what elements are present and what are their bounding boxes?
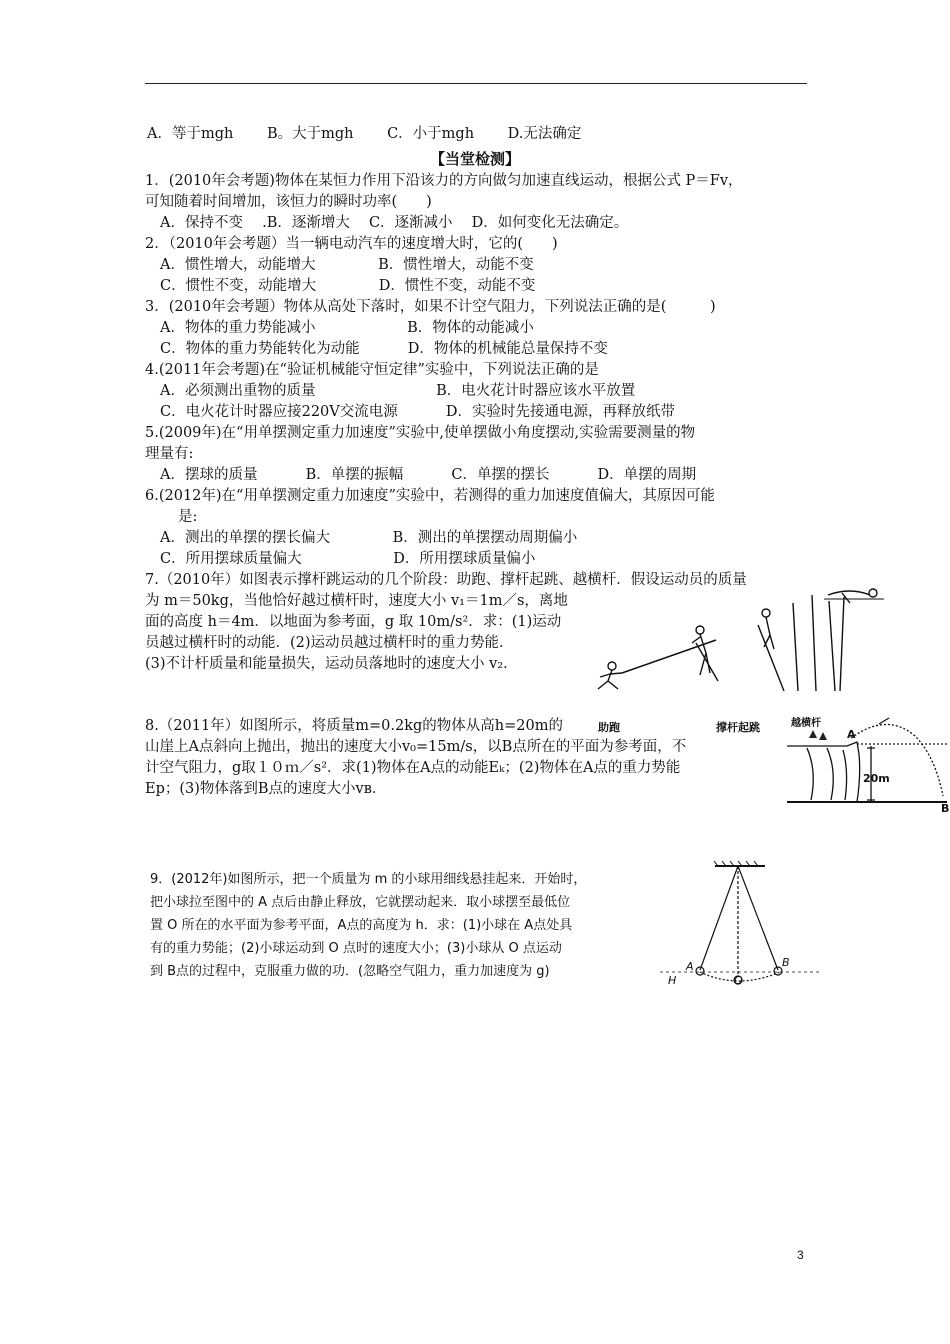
question-5-cont: 理量有:	[145, 446, 194, 462]
question-3-options-ab: A．物体的重力势能减小 B．物体的动能减小	[160, 320, 534, 336]
question-8-line3: 计空气阻力，g取１０ｍ／s²．求(1)物体在A点的动能Eₖ；(2)物体在A点的重力势能	[145, 760, 681, 776]
question-8: 8.（2011年）如图所示，将质量m=0.2kg的物体从高h=20m的	[145, 718, 563, 734]
question-4: 4.(2011年会考题)在“验证机械能守恒定律”实验中，下列说法正确的是	[145, 362, 599, 378]
section-title: 【当堂检测】	[429, 150, 520, 168]
question-8-line2: 山崖上A点斜向上抛出，抛出的速度大小v₀=15m/s，以B点所在的平面为参考面，不	[145, 739, 687, 755]
question-2-options-ab: A．惯性增大，动能增大 B．惯性增大，动能不变	[160, 257, 534, 273]
label-a: A	[847, 728, 856, 741]
pole-vault-figure	[588, 585, 888, 735]
page-number: 3	[797, 1248, 804, 1262]
question-4-options-ab: A．必须测出重物的质量 B．电火花计时器应该水平放置	[160, 383, 636, 399]
question-7-line5: (3)不计杆质量和能量损失，运动员落地时的速度大小 v₂．	[145, 656, 518, 672]
label-pendulum-a: A	[686, 960, 694, 973]
question-1-options: A．保持不变 .B．逐渐增大 C．逐渐减小 D．如何变化无法确定。	[160, 215, 629, 231]
question-1-cont: 可知随着时间增加，该恒力的瞬时功率( )	[145, 194, 432, 210]
question-3-options-cd: C．物体的重力势能转化为动能 D．物体的机械能总量保持不变	[160, 341, 608, 357]
cliff-figure	[787, 716, 950, 816]
question-5-options: A．摆球的质量 B．单摆的振幅 C．单摆的摆长 D．单摆的周期	[160, 467, 697, 483]
question-9-line4: 有的重力势能；(2)小球运动到 O 点时的速度大小；(3)小球从 O 点运动	[150, 941, 562, 956]
question-3: 3．(2010年会考题）物体从高处下落时，如果不计空气阻力，下列说法正确的是( )	[145, 299, 716, 315]
label-b: B	[941, 802, 950, 815]
question-8-line4: Ep；(3)物体落到B点的速度大小vʙ．	[145, 781, 387, 797]
label-run: 助跑	[598, 721, 620, 734]
question-7: 7.（2010年）如图表示撑杆跳运动的几个阶段：助跑、撑杆起跳、越横杆．假设运动员的质量	[145, 572, 747, 588]
question-9-line2: 把小球拉至图中的 A 点后由静止释放，它就摆动起来．取小球摆至最低位	[150, 895, 571, 910]
question-4-options-cd: C．电火花计时器应接220V交流电源 D．实验时先接通电源，再释放纸带	[160, 404, 675, 420]
header-rule	[145, 83, 807, 84]
label-over: 越横杆	[791, 718, 821, 729]
question-6-options-ab: A．测出的单摆的摆长偏大 B．测出的单摆摆动周期偏小	[160, 530, 578, 546]
question-7-line3: 面的高度 h＝4m．以地面为参考面，g 取 10m/s²．求：(1)运动	[145, 614, 562, 630]
question-9-line5: 到 B点的过程中，克服重力做的功．(忽略空气阻力，重力加速度为 g)	[150, 964, 550, 979]
question-6-options-cd: C．所用摆球质量偏大 D．所用摆球质量偏小	[160, 551, 536, 567]
question-9-line3: 置 O 所在的水平面为参考平面，A点的高度为 h．求：(1)小球在 A点处具	[150, 918, 573, 933]
question-2-options-cd: C．惯性不变，动能增大 D．惯性不变，动能不变	[160, 278, 536, 294]
pendulum-figure	[660, 860, 820, 985]
question-9: 9．(2012年)如图所示，把一个质量为 m 的小球用细线悬挂起来．开始时，	[150, 872, 587, 887]
label-pendulum-o: O	[734, 974, 743, 987]
question-7-line4: 员越过横杆时的动能．(2)运动员越过横杆时的重力势能．	[145, 635, 514, 651]
question-1: 1．(2010年会考题)物体在某恒力作用下沿该力的方向做匀加速直线运动，根据公式 P＝Fv，	[145, 173, 743, 189]
option-line: A．等于mgh B。大于mgh C．小于mgh D.无法确定	[147, 126, 582, 142]
label-pendulum-b: B	[782, 956, 790, 969]
label-pendulum-h: H	[668, 974, 677, 987]
label-takeoff: 撑杆起跳	[716, 721, 760, 734]
question-7-line2: 为 m＝50kg，当他恰好越过横杆时，速度大小 v₁＝1m／s，离地	[145, 593, 568, 609]
question-5: 5.(2009年)在“用单摆测定重力加速度”实验中,使单摆做小角度摆动,实验需要测量的物	[145, 425, 696, 441]
question-2: 2．（2010年会考题）当一辆电动汽车的速度增大时，它的( )	[145, 236, 558, 252]
label-height: 20m	[863, 772, 890, 785]
question-6: 6.(2012年)在“用单摆测定重力加速度”实验中，若测得的重力加速度值偏大，其原因可能	[145, 488, 715, 504]
question-6-cont: 是:	[178, 509, 198, 525]
